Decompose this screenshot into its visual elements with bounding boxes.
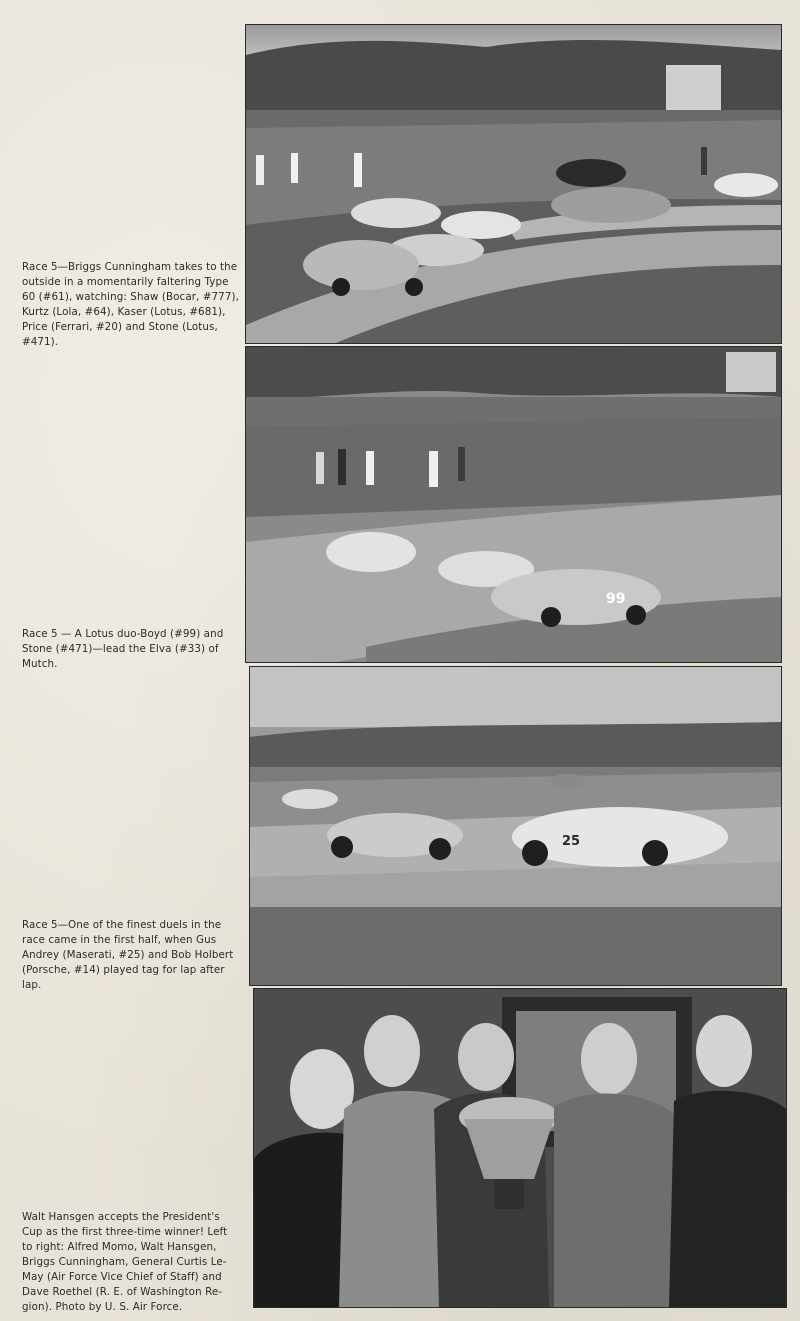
caption-line: to right: Alfred Momo, Walt Hansgen, [22,1241,217,1253]
caption-line: Race 5—Briggs Cunningham takes to the [22,261,238,273]
bleed-through-text [6,30,236,270]
caption-line: gion). Photo by U. S. Air Force. [22,1301,183,1313]
caption-line: May (Air Force Vice Chief of Staff) and [22,1271,222,1283]
caption-line: Andrey (Maserati, #25) and Bob Holbert [22,949,234,961]
caption-line: Mutch. [22,658,58,670]
photo-race5-lotus-duo [245,346,782,663]
caption-line: race came in the first half, when Gus [22,934,217,946]
caption-line: Price (Ferrari, #20) and Stone (Lotus, [22,321,218,333]
car-number-25: 25 [562,834,581,849]
caption-line: (Porsche, #14) played tag for lap after [22,964,225,976]
photo-presidents-cup [253,988,787,1308]
caption-race5-lotus-duo [22,627,244,672]
caption-line: Race 5—One of the finest duels in the [22,919,222,931]
caption-line: Cup as the first three-time winner! Left [22,1226,228,1238]
photo-race5-cunningham [245,24,782,344]
caption-line: Dave Roethel (R. E. of Washington Re- [22,1286,223,1298]
caption-line: #471). [22,336,59,348]
caption-race5-cunningham [22,260,244,350]
caption-line: Race 5 — A Lotus duo-Boyd (#99) and [22,628,224,640]
caption-line: Kurtz (Lola, #64), Kaser (Lotus, #681), [22,306,226,318]
caption-line: Briggs Cunningham, General Curtis Le- [22,1256,227,1268]
photo-race5-duel [249,666,782,986]
caption-line: outside in a momentarily faltering Type [22,276,229,288]
caption-line: Stone (#471)—lead the Elva (#33) of [22,643,219,655]
caption-presidents-cup [22,1210,250,1315]
caption-line: 60 (#61), watching: Shaw (Bocar, #777), [22,291,239,303]
caption-line: lap. [22,979,42,991]
caption-line: Walt Hansgen accepts the President's [22,1211,220,1223]
car-number-99: 99 [606,591,626,607]
caption-race5-duel [22,918,244,993]
